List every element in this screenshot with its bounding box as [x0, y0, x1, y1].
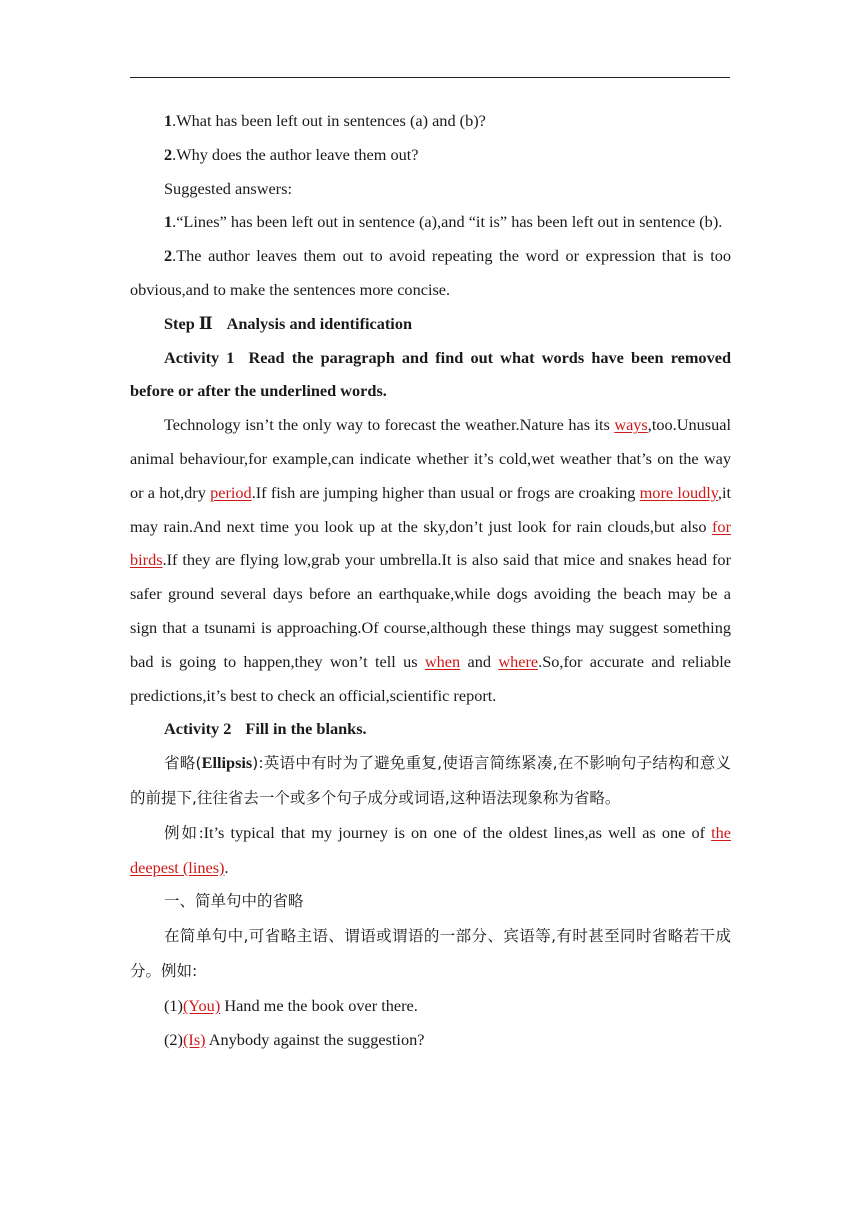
activity-2-instruction: Fill in the blanks.	[245, 719, 367, 739]
section-1-description: 在简单句中,可省略主语、谓语或谓语的一部分、宾语等,有时甚至同时省略若干成分。例如:	[130, 927, 731, 980]
section-1-heading: 一、简单句中的省略	[164, 892, 304, 911]
answer-1	[130, 205, 731, 239]
question-2	[130, 138, 731, 172]
question-2-number: 2	[164, 144, 173, 164]
answer-you: (You)	[182, 995, 221, 1015]
answer-2-number: 2	[164, 246, 173, 266]
ellipsis-term: Ellipsis	[201, 753, 253, 773]
activity-2-label: Activity 2	[164, 719, 232, 739]
question-2-text: .Why does the author leave them out?	[172, 144, 419, 164]
underlined-when: when	[424, 651, 461, 671]
underlined-ways: ways	[614, 415, 648, 435]
underlined-more-loudly: more loudly	[639, 482, 718, 502]
ellipsis-example: 例如:It’s typical that my journey is on one of the oldest lines,as well as one of the deepest (lines).	[130, 822, 731, 877]
suggested-answers-label: Suggested answers:	[164, 178, 292, 198]
activity-2-heading	[130, 712, 731, 746]
answer-1-number: 1	[164, 212, 173, 232]
underlined-period: period	[210, 482, 252, 502]
answer-2-text: .The author leaves them out to avoid repeating the word or expression that is too obvious,and to make the sentences more concise.	[130, 246, 731, 299]
passage-paragraph: Technology isn’t the only way to forecast the weather.Nature has its ways,too.Unusual animal behaviour,for example,can indicate whether it’s cold,wet weather that’s on the way or a hot,dry period.If fish are jumping higher than usual or frogs are croaking more loudly,it may rain.And next time you look up at the sky,don’t just look for rain clouds,but also for birds.If they are flying low,grab your umbrella.It is also said that mice and snakes head for safer ground several days before an earthquake,while dogs avoiding the beach may be a sign that a tsunami is approaching.Of course,although these things may suggest something bad is going to happen,they won’t tell us when and where.So,for accurate and reliable predictions,it’s best to check an official,scientific report.	[130, 415, 732, 705]
activity-1-label: Activity 1	[164, 347, 235, 367]
example-sentence-1: (1)(You) Hand me the book over there.	[164, 995, 418, 1015]
answer-is: (Is)	[182, 1029, 206, 1049]
step-2-label: Step Ⅱ	[164, 313, 213, 333]
underlined-for-birds: for birds	[130, 516, 731, 570]
ellipsis-definition: 省略(Ellipsis):英语中有时为了避免重复,使语言简练紧凑,在不影响句子结构和意义的前提下,往往省去一个或多个句子成分或词语,这种语法现象称为省略。	[130, 753, 731, 807]
underlined-where: where	[498, 651, 539, 671]
step-2-title: Analysis and identification	[226, 313, 413, 333]
step-2-heading	[130, 307, 731, 341]
activity-1-instruction: Read the paragraph and find out what words have been removed before or after the underlined words.	[130, 347, 731, 401]
answer-the-deepest-lines: the deepest (lines)	[130, 822, 731, 877]
question-1-text: .What has been left out in sentences (a) and (b)?	[172, 111, 486, 130]
header-rule	[130, 77, 730, 78]
answer-1-text: .“Lines” has been left out in sentence (a),and “it is” has been left out in sentence (b).	[172, 212, 723, 232]
document-body	[130, 104, 731, 1056]
example-sentence-2: (2)(Is) Anybody against the suggestion?	[164, 1029, 425, 1049]
answer-2	[130, 239, 731, 307]
question-1	[130, 104, 731, 138]
question-1-number: 1	[164, 111, 173, 130]
activity-1-heading	[130, 341, 731, 409]
